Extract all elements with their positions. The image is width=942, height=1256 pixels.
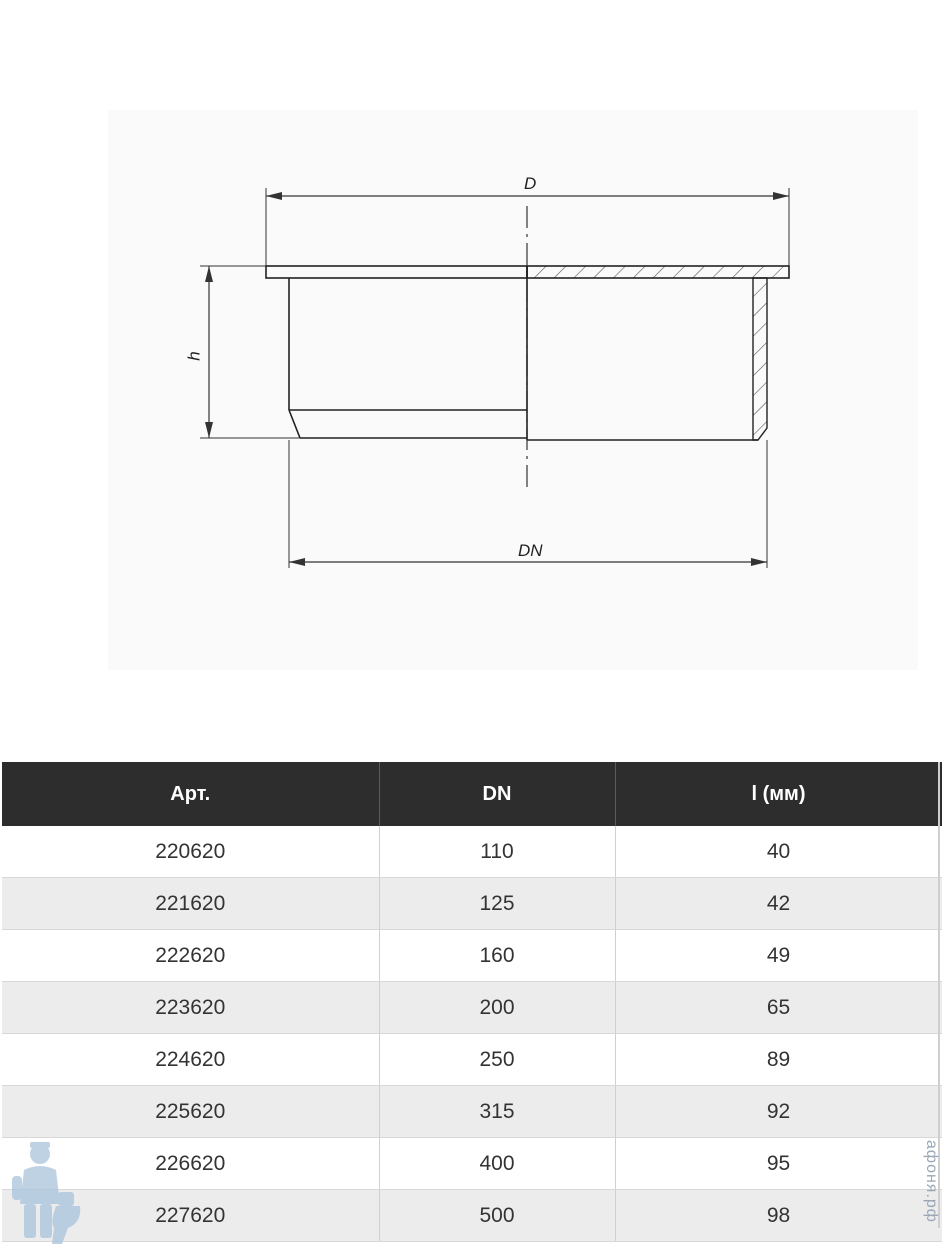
cell-dn: 125 [379, 878, 615, 930]
cell-dn: 250 [379, 1034, 615, 1086]
dimension-label-dn: DN [518, 541, 543, 560]
table-row [2, 982, 942, 1034]
cell-length: 42 [615, 878, 942, 930]
plumber-mascot-watermark [6, 1140, 86, 1248]
specs-table-container [2, 762, 942, 1242]
table-row [2, 878, 942, 930]
cell-dn: 200 [379, 982, 615, 1034]
table-header-row [2, 762, 942, 826]
table-row [2, 826, 942, 878]
drawing-background [108, 110, 918, 670]
cell-art: 227620 [2, 1190, 379, 1242]
cell-length: 40 [615, 826, 942, 878]
cell-dn: 160 [379, 930, 615, 982]
cell-length: 92 [615, 1086, 942, 1138]
table-row [2, 1034, 942, 1086]
plumber-mascot-icon [6, 1140, 86, 1248]
dimension-label-h: h [184, 351, 204, 361]
header-art: Арт. [2, 762, 379, 826]
cell-dn: 500 [379, 1190, 615, 1242]
dimension-label-d: D [524, 174, 537, 193]
cell-art: 220620 [2, 826, 379, 878]
cell-dn: 110 [379, 826, 615, 878]
cell-art: 225620 [2, 1086, 379, 1138]
cell-art: 223620 [2, 982, 379, 1034]
cell-length: 49 [615, 930, 942, 982]
wall-right-hatched [753, 278, 767, 440]
site-watermark: афоня.рф [923, 1140, 940, 1223]
cell-length: 65 [615, 982, 942, 1034]
cell-length: 95 [615, 1138, 942, 1190]
cell-art: 224620 [2, 1034, 379, 1086]
cell-art: 226620 [2, 1138, 379, 1190]
cell-dn: 400 [379, 1138, 615, 1190]
table-row [2, 1086, 942, 1138]
table-row [2, 1190, 942, 1242]
cell-art: 222620 [2, 930, 379, 982]
cell-length: 89 [615, 1034, 942, 1086]
cell-length: 98 [615, 1190, 942, 1242]
flange-right-hatched [527, 266, 789, 278]
table-row [2, 930, 942, 982]
cell-dn: 315 [379, 1086, 615, 1138]
cell-art: 221620 [2, 878, 379, 930]
header-length: l (мм) [615, 762, 942, 826]
header-dn: DN [379, 762, 615, 826]
specs-table [2, 762, 942, 1242]
table-row [2, 1138, 942, 1190]
